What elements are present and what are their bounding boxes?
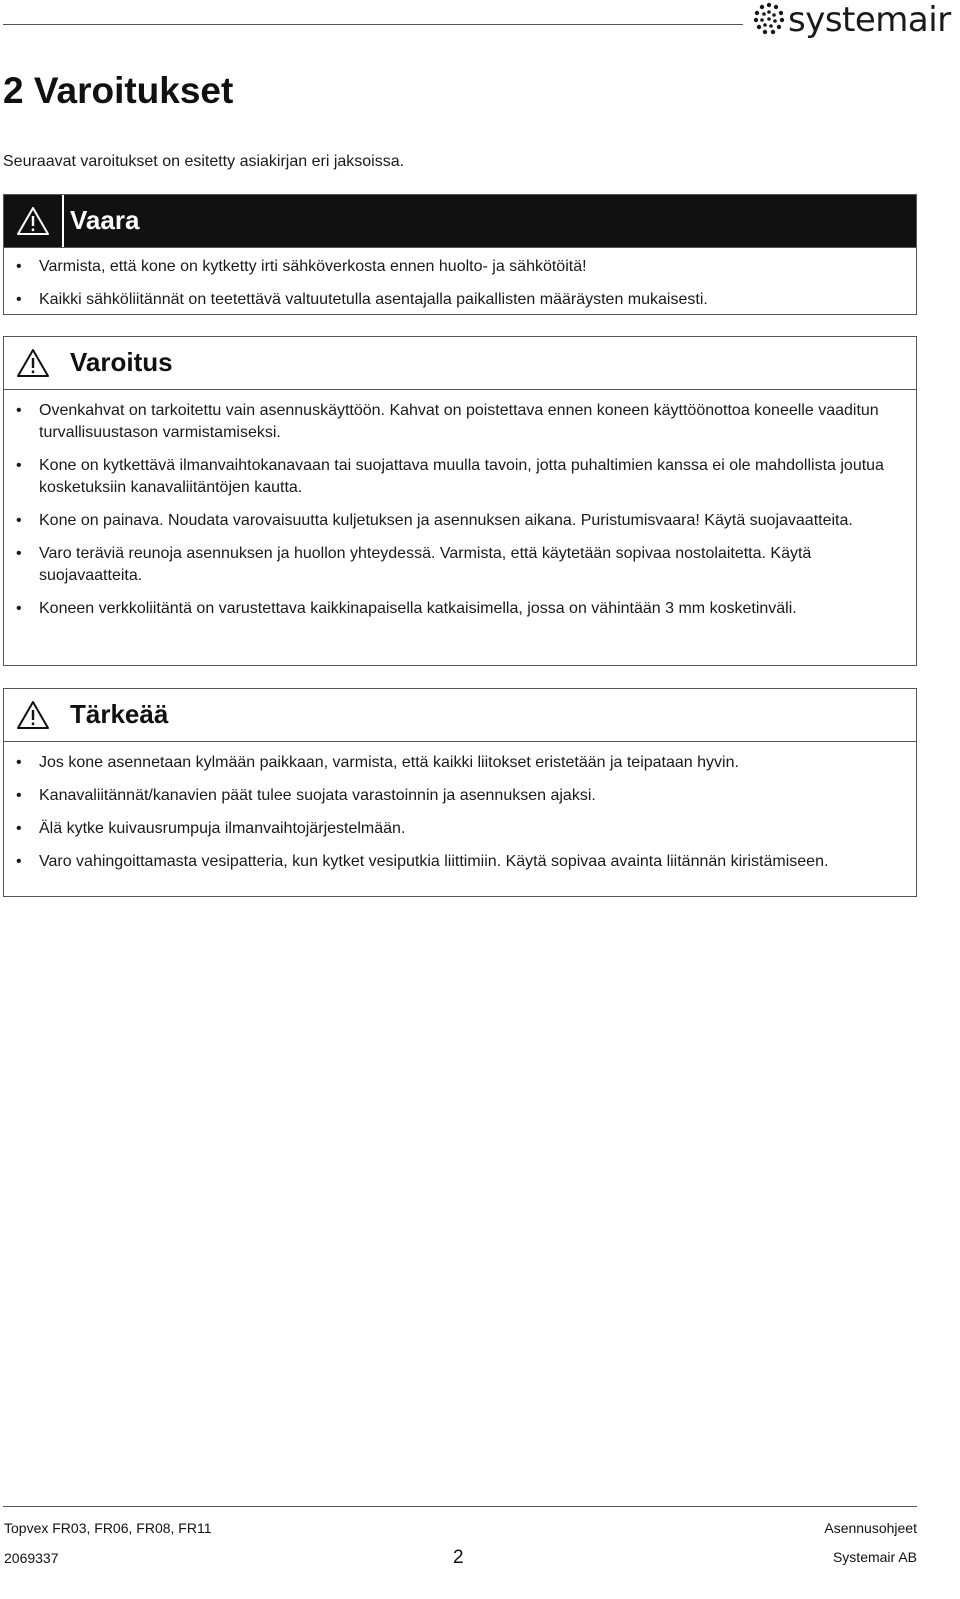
- list-item: • Kone on painava. Noudata varovaisuutta kuljetuksen ja asennuksen aikana. Puristumisvaara! Käytä suojavaatteita.: [4, 510, 916, 532]
- list-item: • Älä kytke kuivausrumpuja ilmanvaihtojärjestelmään.: [4, 818, 916, 840]
- danger-title: Vaara: [70, 205, 140, 235]
- systemair-logo: [752, 0, 952, 40]
- footer-product: Topvex FR03, FR06, FR08, FR11: [4, 1520, 212, 1536]
- warning-triangle-icon: [16, 700, 50, 730]
- header-rule: [3, 24, 743, 25]
- list-item: • Koneen verkkoliitäntä on varustettava kaikkinapaisella katkaisimella, jossa on vähintään 3 mm kosketinväli.: [4, 598, 916, 620]
- footer-doc-type: Asennusohjeet: [824, 1520, 917, 1536]
- important-box: [3, 688, 917, 897]
- list-item: • Varo teräviä reunoja asennuksen ja huollon yhteydessä. Varmista, että käytetään sopivaa nostolaitetta. Käytä suojavaatteita.: [4, 543, 916, 587]
- list-item: • Varo vahingoittamasta vesipatteria, kun kytket vesiputkia liittimiin. Käytä sopivaa avainta liitännän kiristämiseen.: [4, 851, 916, 873]
- warning-triangle-icon: [16, 348, 50, 378]
- intro-text: Seuraavat varoitukset on esitetty asiakirjan eri jaksoissa.: [3, 153, 405, 170]
- important-list: [4, 742, 916, 873]
- warning-triangle-icon: [16, 206, 50, 236]
- warning-title: Varoitus: [70, 347, 173, 377]
- list-item: • Kone on kytkettävä ilmanvaihtokanavaan tai suojattava muulla tavoin, jotta puhaltimien kanssa ei ole mahdollista joutua kosketuksiin kanavaliitäntöjen kautta.: [4, 455, 916, 499]
- list-item: • Varmista, että kone on kytketty irti sähköverkosta ennen huolto- ja sähkötöitä!: [4, 256, 916, 278]
- logo-dots-icon: [752, 2, 786, 36]
- page-title: 2 Varoitukset: [3, 70, 234, 111]
- danger-list: [4, 248, 916, 311]
- list-item: • Ovenkahvat on tarkoitettu vain asennuskäyttöön. Kahvat on poistettava ennen koneen käyttöönottoa koneelle vaaditun turvallisuustason varmistamiseksi.: [4, 400, 916, 444]
- warning-list: [4, 390, 916, 620]
- list-item: • Jos kone asennetaan kylmään paikkaan, varmista, että kaikki liitokset eristetään ja teipataan hyvin.: [4, 752, 916, 774]
- brand-name: systemair: [788, 0, 951, 40]
- page-number: 2: [453, 1547, 464, 1568]
- warning-box: [3, 336, 917, 666]
- footer-company: Systemair AB: [832, 1549, 917, 1565]
- footer-doc-number: 2069337: [4, 1550, 59, 1566]
- list-item: • Kaikki sähköliitännät on teetettävä valtuutetulla asentajalla paikallisten määräysten mukaisesti.: [4, 289, 916, 311]
- footer-rule: [3, 1506, 917, 1507]
- danger-box: [3, 194, 917, 315]
- danger-header: [4, 195, 916, 248]
- important-title: Tärkeää: [70, 699, 169, 729]
- important-header: [4, 689, 916, 742]
- warning-header: [4, 337, 916, 390]
- list-item: • Kanavaliitännät/kanavien päät tulee suojata varastoinnin ja asennuksen ajaksi.: [4, 785, 916, 807]
- header-divider: [62, 195, 64, 247]
